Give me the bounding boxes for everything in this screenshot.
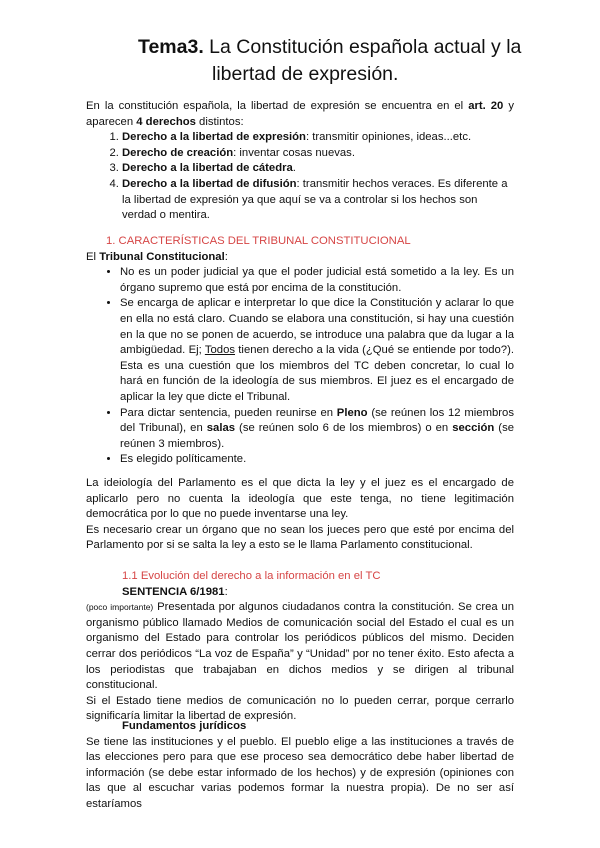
- title-line-1: La Constitución española actual y la: [203, 36, 522, 58]
- fundamentos-heading: Fundamentos jurídicos: [122, 720, 247, 732]
- section-1-lead: El Tribunal Constitucional:: [86, 250, 228, 263]
- paragraph: (poco importante) Presentada por algunos ciudadanos contra la constitución. Se crea un organismo público llamado Medios de comunicación social del Estado el cual es un organismo del Estado para controlar los periódicos públicos del mismo. Deciden cerrar dos periódicos “La voz de España” y “Unidad” por no tener éxito. Esto afecta a los periodistas que trabajaban en dichos medios y se dirigen al tribunal constitucional.: [86, 601, 514, 692]
- intro-block: [86, 99, 514, 224]
- fundamentos-block: [86, 719, 514, 813]
- list-item: 3. Derecho a la libertad de cátedra.: [122, 161, 514, 177]
- paragraph: La ideiología del Parlamento es el que dicta la ley y el juez es el encargado de aplicarlo pero no cuenta la ideología que este tenga, no tiene legitimación democrática por lo que no puede inventarse una ley.: [86, 477, 514, 521]
- section-1-1-heading: 1.1 Evolución del derecho a la información en el TC: [122, 570, 381, 582]
- list-item: • Se encarga de aplicar e interpretar lo que dice la Constitución y aclarar lo que en ella no está claro. Cuando se elabora una constitución, si hay una cuestión en la que no se ponen de acuerdo, se introduce una palabra que da lugar a la ambigüedad. Ej; Todos tienen derecho a la vida (¿Qué se entiende por todo?). Esta es una cuestión que los miembros del TC deben concretar, lo cual lo hará en función de la ideología de sus miembros. El juez es el encargado de aplicar la ley que dicte el Tribunal.: [120, 296, 514, 405]
- section-1: [86, 234, 514, 468]
- list-item: 1. Derecho a la libertad de expresión: transmitir opiniones, ideas...etc.: [122, 130, 514, 146]
- sentencia-heading: SENTENCIA 6/1981:: [122, 585, 228, 598]
- section-1-paragraphs: [86, 476, 514, 554]
- section-1-heading: 1. CARACTERÍSTICAS DEL TRIBUNAL CONSTITUCIONAL: [106, 235, 411, 247]
- section-1-1: [86, 569, 514, 725]
- list-item: • Es elegido políticamente.: [120, 452, 514, 468]
- intro-paragraph: En la constitución española, la libertad de expresión se encuentra en el art. 20 y aparecen 4 derechos distintos:: [86, 100, 514, 128]
- page-title: [138, 34, 558, 88]
- list-item: • No es un poder judicial ya que el poder judicial está sometido a la ley. Es un órgano supremo que está por encima de la constitución.: [120, 265, 514, 296]
- rights-list: [86, 130, 514, 224]
- list-item: • Para dictar sentencia, pueden reunirse en Pleno (se reúnen los 12 miembros del Tribunal), en salas (se reúnen solo 6 de los miembros) o en sección (se reúnen 3 miembros).: [120, 406, 514, 453]
- paragraph: Si el Estado tiene medios de comunicación no lo pueden cerrar, porque cerrarlo significaría limitar la libertad de expresión.: [86, 694, 514, 723]
- paragraph: Se tiene las instituciones y el pueblo. El pueblo elige a las instituciones a través de las elecciones pero para que ese proceso sea democrático debe haber libertad de información (se debe estar informado de los hechos) y de expresión (opiniones con las que al escuchar varias podemos formar la nuestra propia). De no ser así estaríamos: [86, 735, 514, 810]
- list-item: 4. Derecho a la libertad de difusión: transmitir hechos veraces. Es diferente a la libertad de expresión ya que aquí se va a controlar si los hechos son verdad o mentira.: [122, 177, 514, 224]
- title-topic-number: Tema3.: [138, 36, 204, 58]
- paragraph: Es necesario crear un órgano que no sean los jueces pero que esté por encima del Parlamento por si se salta la ley a esto se le llama Parlamento constitucional.: [86, 523, 514, 552]
- tc-characteristics-list: [86, 265, 514, 468]
- list-item: 2. Derecho de creación: inventar cosas nuevas.: [122, 146, 514, 162]
- title-line-2: libertad de expresión.: [212, 63, 399, 85]
